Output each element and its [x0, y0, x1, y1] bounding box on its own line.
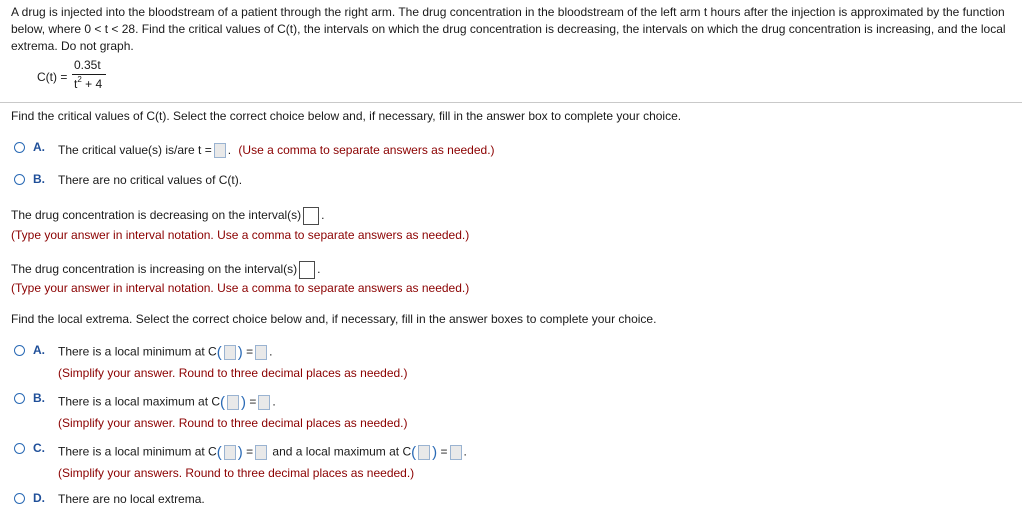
local-min-value-input[interactable]	[255, 345, 267, 360]
formula-denominator	[74, 77, 102, 91]
equals-sign: =	[440, 444, 448, 459]
q3-hint: (Type your answer in interval notation. Use a comma to separate answers as needed.)	[11, 281, 470, 295]
problem-statement: A drug is injected into the bloodstream of a patient through the right arm. The drug concentration in the bloodstream of the left arm t hours after the injection is approximated by the function below, where 0 < t < 28. Find the critical values of C(t), the intervals on which the drug concentration is decreasing, the intervals on which the drug concentration is increasing, and the local extrema. Do not graph.	[11, 5, 1006, 53]
section-divider	[0, 102, 1022, 103]
q4-option-d-radio[interactable]	[14, 493, 25, 504]
q1-option-a-radio[interactable]	[14, 142, 25, 153]
q4-option-d-text: There are no local extrema.	[58, 492, 205, 506]
critical-values-input[interactable]	[214, 143, 226, 158]
q4-option-a-text: There is a local minimum at C	[58, 344, 217, 359]
q4-option-a-letter: A.	[33, 343, 45, 357]
lparen: (	[220, 394, 226, 411]
q4-prompt: Find the local extrema. Select the correct choice below and, if necessary, fill in the answer boxes to complete your choice.	[11, 312, 657, 326]
q3-prompt: The drug concentration is increasing on the interval(s)	[11, 262, 298, 277]
rparen: )	[241, 394, 247, 411]
q4-option-b-text: There is a local maximum at C	[58, 394, 221, 409]
q4-option-c-hint: (Simplify your answers. Round to three decimal places as needed.)	[58, 466, 415, 480]
q4-option-c-radio[interactable]	[14, 443, 25, 454]
q4-option-a-hint: (Simplify your answer. Round to three decimal places as needed.)	[58, 366, 408, 380]
q4-option-a-radio[interactable]	[14, 345, 25, 356]
q1-option-a-hint: (Use a comma to separate answers as needed.)	[238, 143, 495, 157]
q4-option-a	[58, 344, 272, 361]
q2-prompt: The drug concentration is decreasing on the interval(s)	[11, 208, 302, 223]
den-exponent: 2	[77, 75, 82, 84]
q2-period: .	[321, 208, 325, 223]
q1-option-b-radio[interactable]	[14, 174, 25, 185]
c-local-max-value-input[interactable]	[450, 445, 462, 460]
period: .	[463, 444, 467, 459]
q4-option-b	[58, 394, 276, 411]
rparen: )	[432, 444, 438, 461]
increasing-interval-input[interactable]	[299, 261, 315, 279]
q4-option-c-mid: and a local maximum at C	[272, 444, 412, 459]
local-min-t-input[interactable]	[224, 345, 236, 360]
equals-sign: =	[246, 444, 254, 459]
q4-option-b-hint: (Simplify your answer. Round to three decimal places as needed.)	[58, 416, 408, 430]
q1-option-a-text: The critical value(s) is/are t =	[58, 143, 212, 157]
lparen: (	[216, 344, 222, 361]
q4-option-c	[58, 444, 467, 461]
c-local-max-t-input[interactable]	[418, 445, 430, 460]
local-max-value-input[interactable]	[258, 395, 270, 410]
period: .	[269, 344, 273, 359]
equals-sign: =	[246, 344, 254, 359]
lparen: (	[411, 444, 417, 461]
q4-option-c-text: There is a local minimum at C	[58, 444, 217, 459]
q4-option-c-letter: C.	[33, 441, 45, 455]
q2-hint: (Type your answer in interval notation. Use a comma to separate answers as needed.)	[11, 228, 470, 242]
q1-prompt: Find the critical values of C(t). Select the correct choice below and, if necessary, fill in the answer box to complete your choice.	[11, 109, 682, 123]
q3-period: .	[317, 262, 321, 277]
q1-option-a	[58, 143, 495, 158]
den-rest: + 4	[81, 77, 103, 91]
equals-sign: =	[249, 394, 257, 409]
q1-option-a-period: .	[227, 143, 232, 157]
q2-prompt-line	[11, 207, 325, 225]
local-max-t-input[interactable]	[227, 395, 239, 410]
formula-numerator: 0.35t	[74, 58, 101, 72]
q4-option-b-radio[interactable]	[14, 393, 25, 404]
period: .	[272, 394, 276, 409]
q3-prompt-line	[11, 261, 321, 279]
rparen: )	[237, 344, 243, 361]
q4-option-d-letter: D.	[33, 491, 45, 505]
c-local-min-value-input[interactable]	[255, 445, 267, 460]
rparen: )	[237, 444, 243, 461]
decreasing-interval-input[interactable]	[303, 207, 319, 225]
concentration-formula	[37, 58, 137, 94]
c-local-min-t-input[interactable]	[224, 445, 236, 460]
q1-option-b-text: There are no critical values of C(t).	[58, 173, 243, 187]
q1-option-a-letter: A.	[33, 140, 45, 154]
formula-lhs: C(t) =	[37, 70, 68, 84]
den-base: t	[74, 77, 78, 91]
q4-option-b-letter: B.	[33, 391, 45, 405]
lparen: (	[216, 444, 222, 461]
q1-option-b-letter: B.	[33, 172, 45, 186]
